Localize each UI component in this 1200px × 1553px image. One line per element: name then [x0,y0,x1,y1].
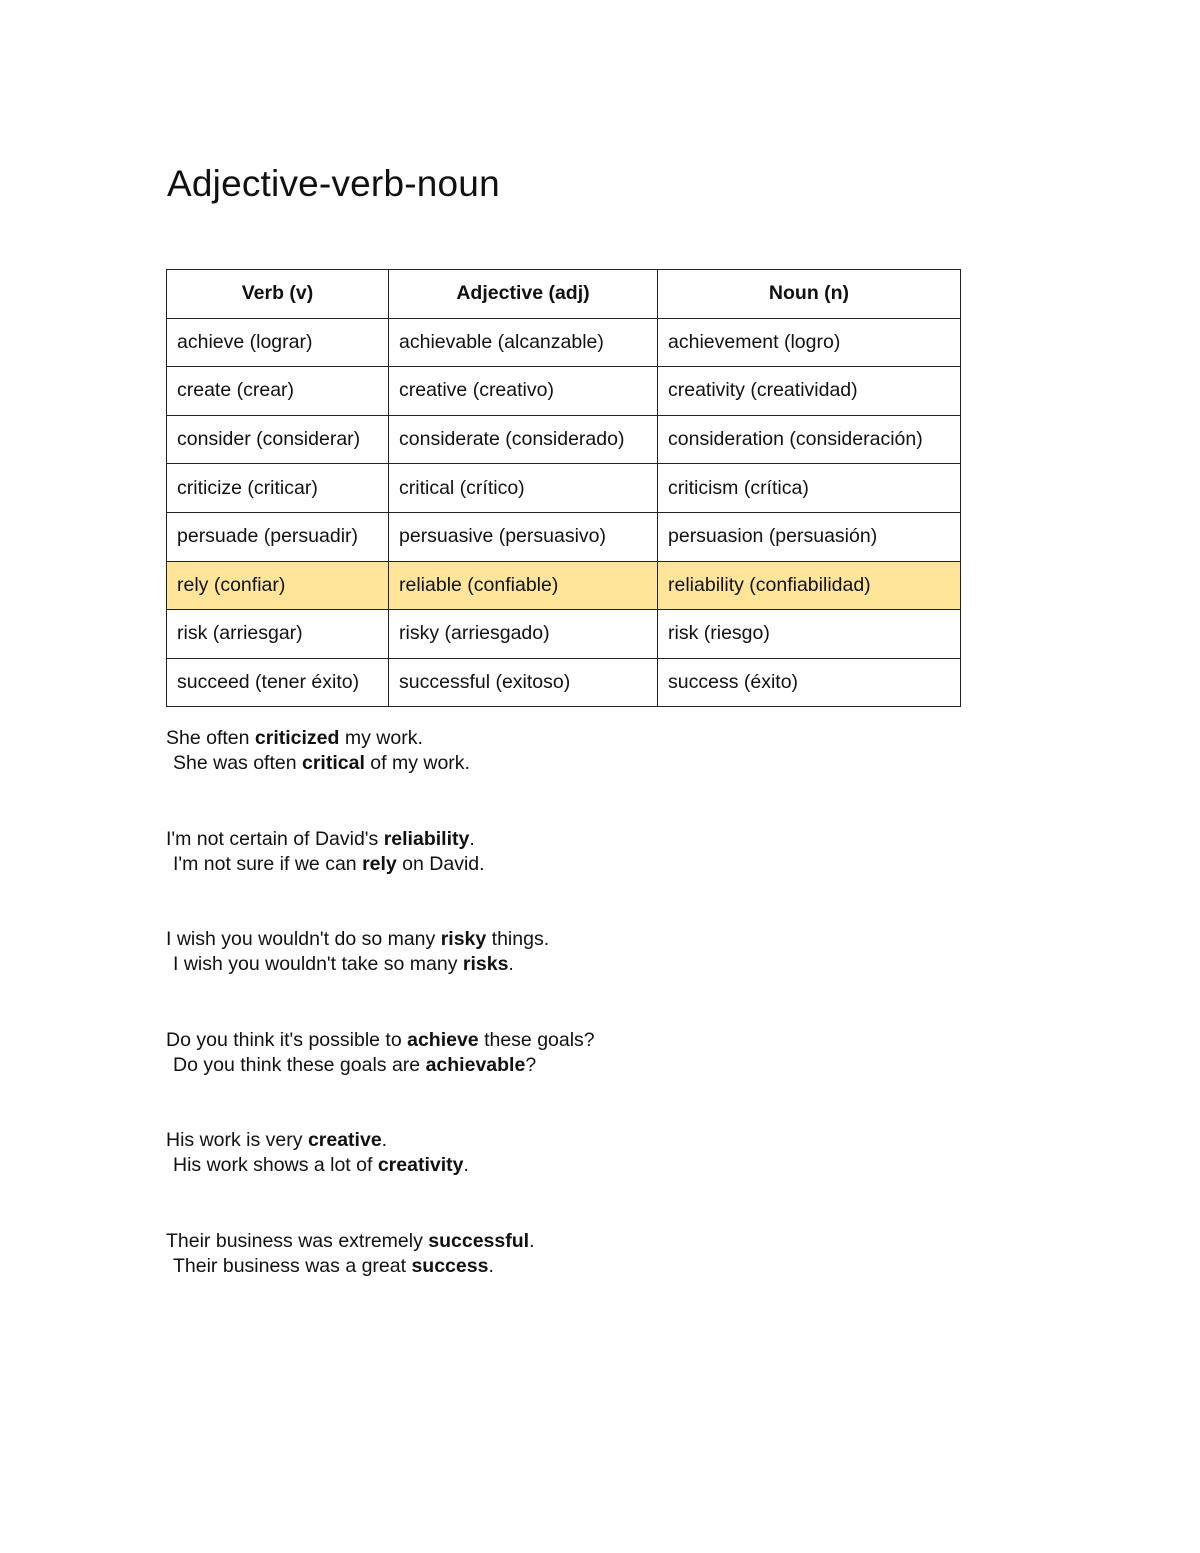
word-forms-table [166,269,961,707]
header-noun: Noun (n) [658,270,961,319]
sentence-text: His work is very [166,1129,308,1151]
example-pair [166,1028,595,1078]
sentence-text: . [381,1129,388,1151]
highlighted-word: creativity [377,1154,464,1176]
sentence-text: these goals? [478,1028,595,1051]
noun-cell: reliability (confiabilidad) [658,561,961,610]
example-pair [166,1128,595,1178]
highlighted-word: creative [307,1129,382,1151]
sentence-text: She was often [173,752,302,774]
sentence-text: on David. [396,852,485,875]
noun-cell: achievement (logro) [658,318,961,367]
sentence-text: ? [525,1053,537,1076]
example-sentence [166,1153,595,1178]
sentence-text: His work shows a lot of [173,1154,378,1176]
example-sentence [166,827,595,852]
adjective-cell: reliable (confiable) [389,561,658,610]
sentence-text: things. [486,928,550,950]
table-header-row [167,270,961,319]
verb-cell: rely (confiar) [167,561,389,610]
sentence-text: . [463,1154,469,1176]
sentence-text: Their business was extremely [166,1229,429,1252]
sentence-text: Do you think these goals are [173,1053,426,1076]
example-sentence [166,1229,595,1254]
example-sentence [166,1254,595,1279]
example-sentence [166,751,595,776]
table-row [167,318,961,367]
sentence-text: Their business was a great [173,1254,412,1277]
example-sentence [166,852,595,877]
sentence-text: She often [166,727,255,749]
highlighted-word: risky [440,928,487,950]
sentence-text: I wish you wouldn't do so many [166,928,441,950]
table-body [167,318,961,707]
header-adjective: Adjective (adj) [389,270,658,319]
example-pair [166,1229,595,1279]
example-sentences [166,726,595,1329]
adjective-cell: considerate (considerado) [389,415,658,464]
sentence-text: . [529,1229,535,1252]
sentence-text: . [508,953,514,975]
sentence-text: . [488,1254,494,1277]
verb-cell: persuade (persuadir) [167,512,389,561]
example-sentence [166,726,595,751]
noun-cell: consideration (consideración) [658,415,961,464]
adjective-cell: persuasive (persuasivo) [389,512,658,561]
sentence-text: of my work. [364,752,470,774]
sentence-text: I wish you wouldn't take so many [173,953,463,975]
example-sentence [166,927,595,952]
table-row [167,367,961,416]
adjective-cell: risky (arriesgado) [389,610,658,659]
noun-cell: risk (riesgo) [658,610,961,659]
highlighted-word: risks [462,953,509,975]
example-sentence [166,1128,595,1153]
verb-cell: succeed (tener éxito) [167,658,389,707]
sentence-text: I'm not sure if we can [173,852,363,875]
highlighted-word: achievable [425,1053,526,1076]
noun-cell: persuasion (persuasión) [658,512,961,561]
sentence-text: . [469,827,475,850]
adjective-cell: critical (crítico) [389,464,658,513]
noun-cell: creativity (creatividad) [658,367,961,416]
verb-cell: criticize (criticar) [167,464,389,513]
highlighted-word: success [411,1254,489,1277]
verb-cell: consider (considerar) [167,415,389,464]
table-row [167,658,961,707]
highlighted-word: critical [302,752,365,774]
verb-cell: achieve (lograr) [167,318,389,367]
example-sentence [166,1053,595,1078]
highlighted-word: successful [428,1229,530,1252]
highlighted-word: criticized [254,727,340,749]
sentence-text: my work. [339,727,423,749]
sentence-text: Do you think it's possible to [166,1028,408,1051]
highlighted-word: rely [362,852,397,875]
table-row [167,415,961,464]
table-row [167,464,961,513]
highlighted-word: reliability [383,827,470,850]
highlighted-word: achieve [407,1028,479,1051]
noun-cell: success (éxito) [658,658,961,707]
table-row [167,610,961,659]
table-row [167,561,961,610]
example-pair [166,927,595,977]
example-sentence [166,1028,595,1053]
sentence-text: I'm not certain of David's [166,827,384,850]
adjective-cell: successful (exitoso) [389,658,658,707]
example-pair [166,827,595,877]
adjective-cell: achievable (alcanzable) [389,318,658,367]
adjective-cell: creative (creativo) [389,367,658,416]
verb-cell: risk (arriesgar) [167,610,389,659]
header-verb: Verb (v) [167,270,389,319]
page-title: Adjective-verb-noun [167,163,500,204]
verb-cell: create (crear) [167,367,389,416]
noun-cell: criticism (crítica) [658,464,961,513]
example-sentence [166,952,595,977]
example-pair [166,726,595,776]
table-row [167,512,961,561]
